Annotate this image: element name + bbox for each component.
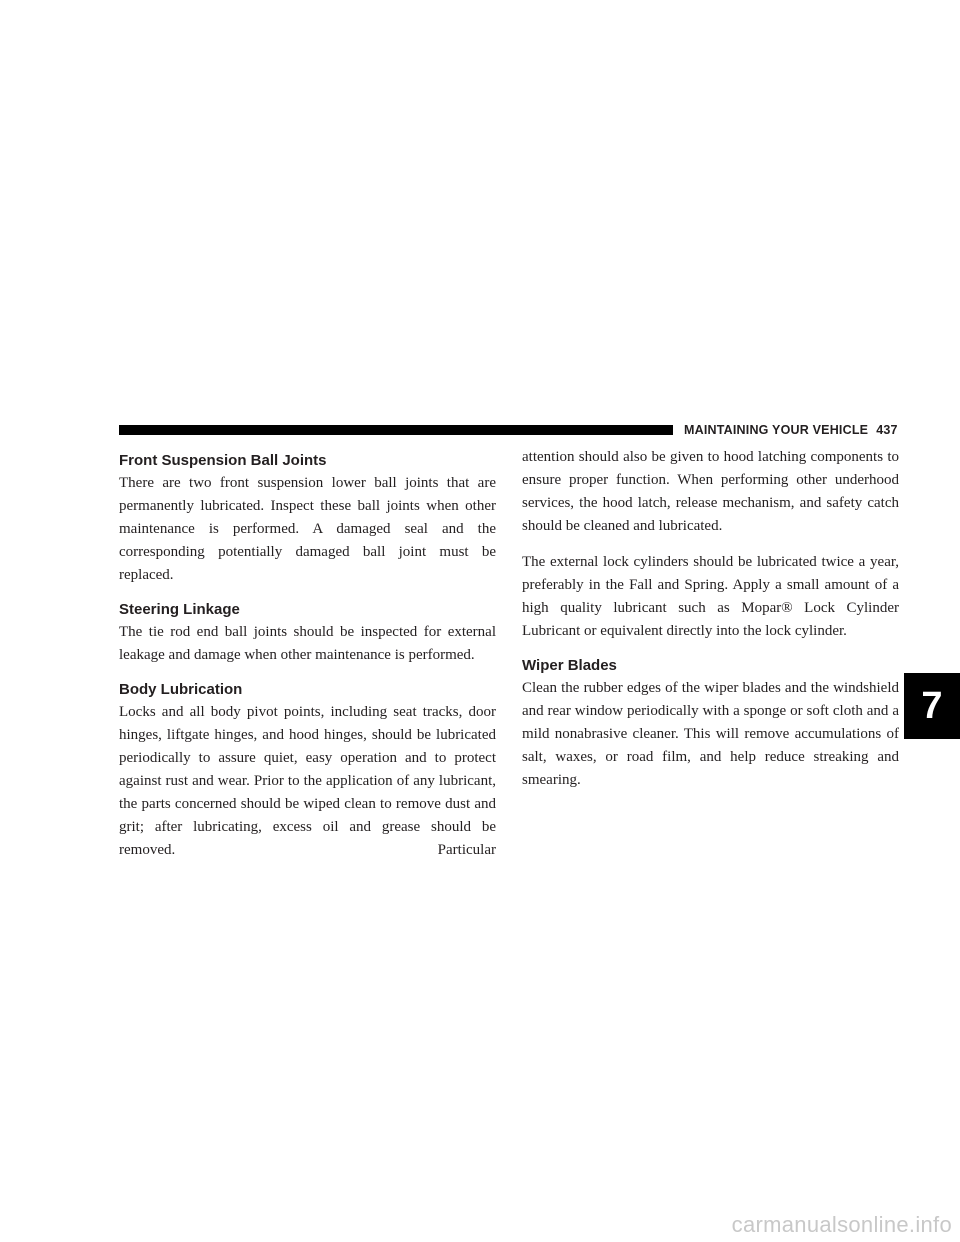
right-column: [522, 446, 899, 805]
running-header: [684, 421, 898, 439]
section-title: MAINTAINING YOUR VEHICLE: [684, 423, 869, 437]
paragraph-body-lubrication: Locks and all body pivot points, including seat tracks, door hinges, liftgate hinges, and hood hinges, should be lubricated periodically to assure quiet, easy operation and to protect against rust and wear. Prior to the application of any lubricant, the parts concerned should be wiped clean to remove dust and grit; after lubricating, excess oil and grease should be removed. Particular: [119, 704, 496, 858]
paragraph-steering-linkage: The tie rod end ball joints should be inspected for external leakage and damage when other maintenance is performed.: [119, 624, 496, 663]
heading-steering-linkage: Steering Linkage: [119, 601, 240, 618]
header-rule: [119, 425, 673, 435]
paragraph-front-suspension: There are two front suspension lower ball joints that are permanently lubricated. Inspect these ball joints when other maintenance is performed. A damaged seal and the corresponding potentially damaged ball joint must be replaced.: [119, 475, 496, 583]
paragraph-wiper-blades: Clean the rubber edges of the wiper blades and the windshield and rear window periodically with a sponge or soft cloth and a mild nonabrasive cleaner. This will remove accumulations of salt, waxes, or road film, and help reduce streaking and smearing.: [522, 680, 899, 788]
page-number: 437: [876, 423, 898, 437]
chapter-tab: 7: [904, 673, 960, 739]
heading-front-suspension-ball-joints: Front Suspension Ball Joints: [119, 452, 327, 469]
watermark: carmanualsonline.info: [731, 1212, 952, 1237]
paragraph-body-lubrication-continued: attention should also be given to hood latching components to ensure proper function. When performing other underhood services, the hood latch, release mechanism, and safety catch should be cleaned and lubricated.: [522, 449, 899, 534]
left-column: [119, 451, 496, 862]
heading-wiper-blades: Wiper Blades: [522, 657, 617, 674]
heading-body-lubrication: Body Lubrication: [119, 681, 243, 698]
paragraph-lock-cylinders: The external lock cylinders should be lubricated twice a year, preferably in the Fall and Spring. Apply a small amount of a high quality lubricant such as Mopar® Lock Cylinder Lubricant or equivalent directly into the lock cylinder.: [522, 554, 899, 639]
